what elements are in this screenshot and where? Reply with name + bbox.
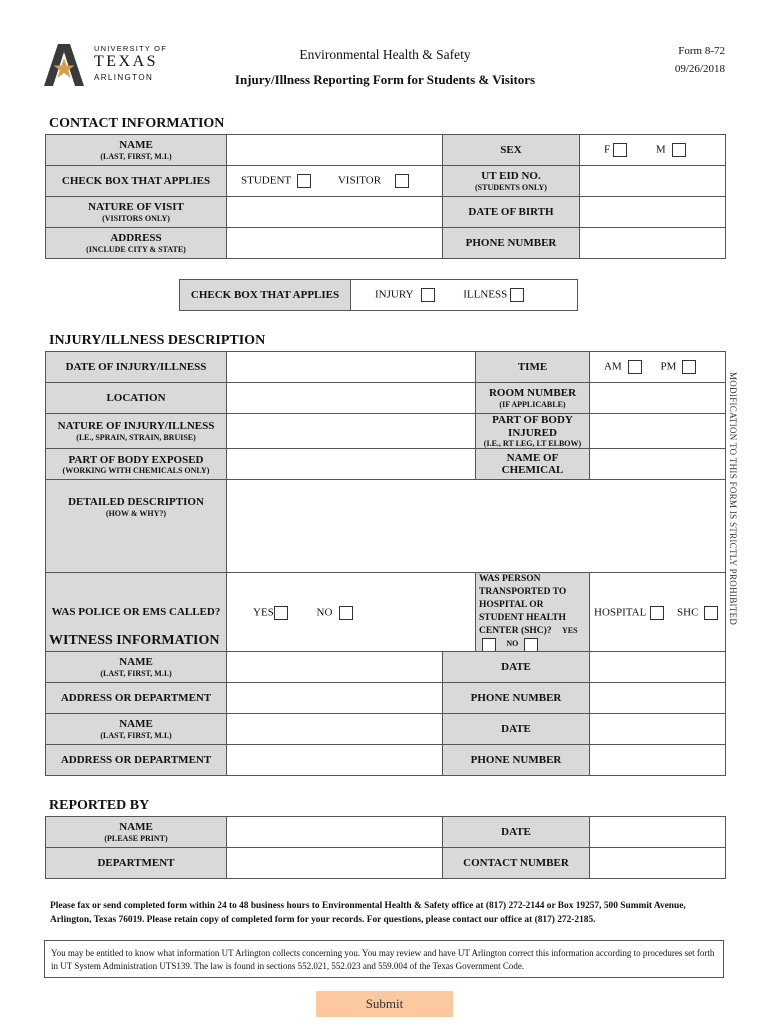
detailed-description-field[interactable]	[227, 480, 726, 573]
shc-checkbox[interactable]	[704, 606, 718, 620]
reporter-department-label: DEPARTMENT	[46, 848, 227, 879]
police-yes-checkbox[interactable]	[274, 606, 288, 620]
date-of-injury-label: DATE OF INJURY/ILLNESS	[46, 352, 227, 383]
modification-warning: MODIFICATION TO THIS FORM IS STRICTLY PROHIBITED	[728, 372, 738, 626]
type-checkbox-table	[179, 279, 578, 311]
reporter-contact-label: CONTACT NUMBER	[443, 848, 590, 879]
witness1-name-field[interactable]	[227, 652, 443, 683]
reporter-name-label: NAME (PLEASE PRINT)	[46, 817, 227, 848]
part-injured-field[interactable]	[590, 414, 726, 449]
submission-instructions: Please fax or send completed form within 24 to 48 business hours to Environmental Health & Safety office at (817) 272-2144 or Box 19257, 500 Summit Avenue, Arlington, Texas 76019. Please retain copy of completed form for your records. For questions, please contact our office at (817) 272-2185.	[50, 901, 686, 925]
witness1-phone-label: PHONE NUMBER	[443, 683, 590, 714]
nature-of-injury-label: NATURE OF INJURY/ILLNESS (I.E., SPRAIN, STRAIN, BRUISE)	[46, 414, 227, 449]
transported-label: WAS PERSON TRANSPORTED TO HOSPITAL OR STUDENT HEALTH CENTER (SHC)? YES NO	[476, 573, 590, 652]
sex-f-checkbox[interactable]	[613, 143, 627, 157]
reported-table	[45, 816, 726, 879]
location-field[interactable]	[227, 383, 476, 414]
witness1-name-label: NAME (LAST, FIRST, M.I.)	[46, 652, 227, 683]
date-of-injury-field[interactable]	[227, 352, 476, 383]
visitor-checkbox[interactable]	[395, 174, 409, 188]
pm-checkbox[interactable]	[682, 360, 696, 374]
reported-section-title: REPORTED BY	[49, 798, 150, 813]
location-label: LOCATION	[46, 383, 227, 414]
witness-table	[45, 651, 726, 776]
witness1-phone-field[interactable]	[590, 683, 726, 714]
phone-number-field[interactable]	[580, 228, 726, 259]
witness1-date-field[interactable]	[590, 652, 726, 683]
submit-button[interactable]: Submit	[316, 991, 453, 1017]
police-ems-options	[227, 573, 476, 652]
logo-text-university-of: UNIVERSITY OF	[94, 44, 167, 53]
witness2-date-field[interactable]	[590, 714, 726, 745]
transported-no-option: NO	[506, 639, 538, 648]
address-field[interactable]	[227, 228, 443, 259]
reporter-date-label: DATE	[443, 817, 590, 848]
date-of-birth-field[interactable]	[580, 197, 726, 228]
police-yes-option: YES	[253, 606, 288, 620]
phone-number-label: PHONE NUMBER	[443, 228, 580, 259]
witness2-address-label: ADDRESS OR DEPARTMENT	[46, 745, 227, 776]
form-date: 09/26/2018	[674, 63, 725, 75]
name-label: NAME (LAST, FIRST, M.I.)	[46, 135, 227, 166]
address-label: ADDRESS (INCLUDE CITY & STATE)	[46, 228, 227, 259]
part-exposed-field[interactable]	[227, 449, 476, 480]
hospital-checkbox[interactable]	[650, 606, 664, 620]
reporter-date-field[interactable]	[590, 817, 726, 848]
check-box-label: CHECK BOX THAT APPLIES	[46, 166, 227, 197]
logo-text-texas: TEXAS	[94, 53, 159, 70]
logo-text-arlington: ARLINGTON	[94, 73, 154, 82]
hospital-option: HOSPITAL	[594, 606, 664, 620]
ut-eid-field[interactable]	[580, 166, 726, 197]
nature-of-visit-field[interactable]	[227, 197, 443, 228]
chemical-name-field[interactable]	[590, 449, 726, 480]
witness-section-title: WITNESS INFORMATION	[49, 633, 220, 648]
privacy-notice: You may be entitled to know what information UT Arlington collects concerning you. You may review and have UT Arlington correct this information according to procedures set forth in UT System Administration UTS139. The law is found in sections 552.021, 552.023 and 559.004 of the Texas Government Code.	[44, 940, 724, 978]
room-number-field[interactable]	[590, 383, 726, 414]
contact-table	[45, 134, 726, 259]
form-title: Injury/Illness Reporting Form for Students & Visitors	[234, 72, 536, 87]
room-number-label: ROOM NUMBER (IF APPLICABLE)	[476, 383, 590, 414]
reporter-department-field[interactable]	[227, 848, 443, 879]
sex-m-option: M	[656, 143, 686, 157]
witness1-address-label: ADDRESS OR DEPARTMENT	[46, 683, 227, 714]
witness2-name-field[interactable]	[227, 714, 443, 745]
chemical-name-label: NAME OF CHEMICAL	[476, 449, 590, 480]
illness-checkbox[interactable]	[510, 288, 524, 302]
contact-section-title: CONTACT INFORMATION	[49, 116, 225, 131]
police-no-option: NO	[317, 606, 354, 620]
student-visitor-options	[227, 166, 443, 197]
ut-eid-label: UT EID NO. (STUDENTS ONLY)	[443, 166, 580, 197]
reporter-name-field[interactable]	[227, 817, 443, 848]
police-ems-label: WAS POLICE OR EMS CALLED?	[46, 573, 227, 652]
student-checkbox[interactable]	[297, 174, 311, 188]
witness2-name-label: NAME (LAST, FIRST, M.I.)	[46, 714, 227, 745]
contact-name-field[interactable]	[227, 135, 443, 166]
witness2-date-label: DATE	[443, 714, 590, 745]
detailed-description-label: DETAILED DESCRIPTION (HOW & WHY?)	[46, 480, 227, 573]
witness2-phone-label: PHONE NUMBER	[443, 745, 590, 776]
form-number: Form 8-72	[678, 45, 725, 57]
injury-checkbox[interactable]	[421, 288, 435, 302]
illness-option: ILLNESS	[463, 288, 524, 302]
injury-illness-options	[351, 280, 578, 311]
transported-yes-checkbox[interactable]	[482, 638, 496, 652]
pm-option: PM	[660, 360, 696, 374]
witness2-phone-field[interactable]	[590, 745, 726, 776]
injury-section-title: INJURY/ILLNESS DESCRIPTION	[49, 333, 266, 348]
department-title: Environmental Health & Safety	[299, 47, 471, 62]
sex-label: SEX	[443, 135, 580, 166]
part-injured-label: PART OF BODY INJURED (I.E., RT LEG, LT ELBOW)	[476, 414, 590, 449]
visitor-option: VISITOR	[338, 174, 409, 188]
transported-no-checkbox[interactable]	[524, 638, 538, 652]
type-check-box-label: CHECK BOX THAT APPLIES	[180, 280, 351, 311]
am-checkbox[interactable]	[628, 360, 642, 374]
police-no-checkbox[interactable]	[339, 606, 353, 620]
reporter-contact-field[interactable]	[590, 848, 726, 879]
am-pm-options	[590, 352, 726, 383]
time-label: TIME	[476, 352, 590, 383]
witness2-address-field[interactable]	[227, 745, 443, 776]
nature-of-visit-label: NATURE OF VISIT (VISITORS ONLY)	[46, 197, 227, 228]
hospital-shc-options	[590, 573, 726, 652]
sex-m-checkbox[interactable]	[672, 143, 686, 157]
witness1-date-label: DATE	[443, 652, 590, 683]
student-option: STUDENT	[241, 174, 311, 188]
transported-yes-option: YES	[479, 626, 578, 649]
witness1-address-field[interactable]	[227, 683, 443, 714]
part-exposed-label: PART OF BODY EXPOSED (WORKING WITH CHEMICALS ONLY)	[46, 449, 227, 480]
am-option: AM	[604, 360, 642, 374]
sex-f-option: F	[604, 143, 627, 157]
nature-of-injury-field[interactable]	[227, 414, 476, 449]
injury-option: INJURY	[375, 288, 435, 302]
injury-table	[45, 351, 726, 653]
sex-options	[580, 135, 726, 166]
date-of-birth-label: DATE OF BIRTH	[443, 197, 580, 228]
shc-option: SHC	[677, 606, 718, 620]
